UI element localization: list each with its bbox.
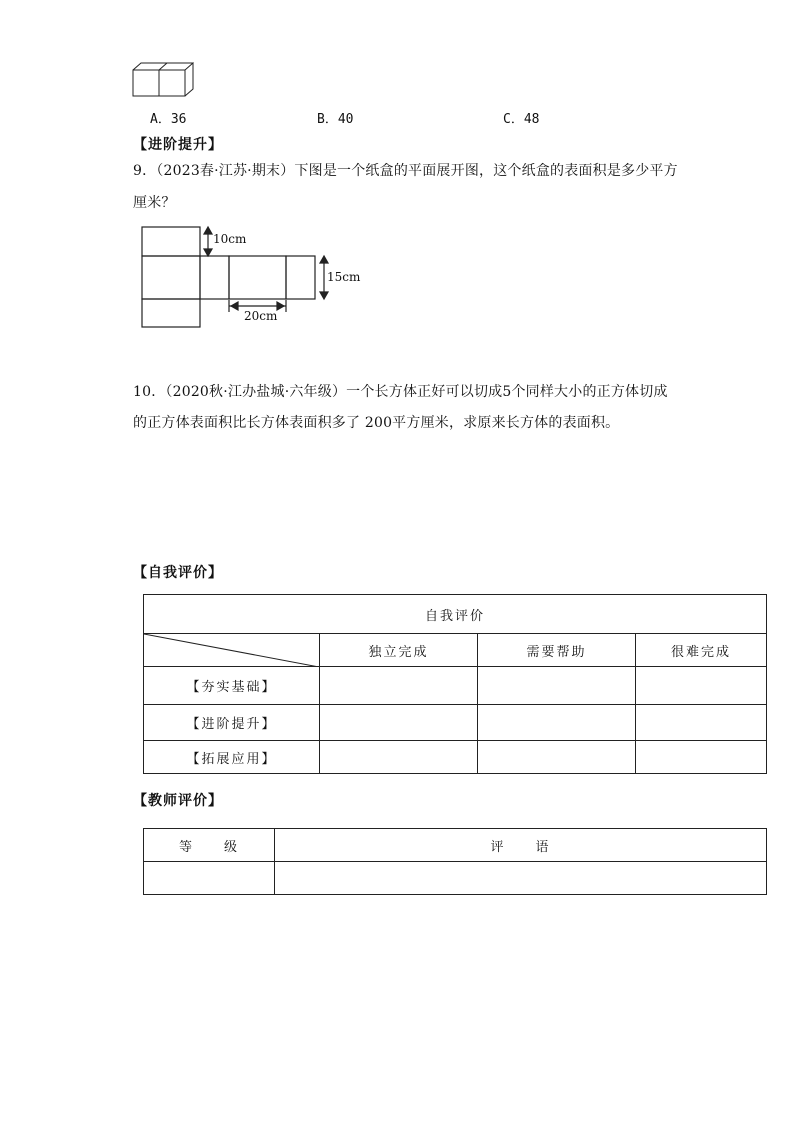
cell-extension-help[interactable] bbox=[478, 741, 636, 774]
col-need-help: 需要帮助 bbox=[478, 634, 636, 667]
row-extension: 【拓展应用】 bbox=[144, 741, 320, 774]
cell-grade[interactable] bbox=[144, 862, 275, 895]
teacher-eval-table bbox=[143, 828, 767, 895]
cell-basics-help[interactable] bbox=[478, 667, 636, 705]
q10-line1: 10．（2020秋·江办盐城·六年级）一个长方体正好可以切成5个同样大小的正方体切成 bbox=[133, 384, 668, 400]
cell-advanced-independent[interactable] bbox=[320, 705, 478, 741]
cell-basics-difficult[interactable] bbox=[636, 667, 767, 705]
option-c[interactable]: C．48 bbox=[503, 112, 540, 127]
col-independent: 独立完成 bbox=[320, 634, 478, 667]
q9-line1: 9．（2023春·江苏·期末）下图是一个纸盒的平面展开图，这个纸盒的表面积是多少平方 bbox=[133, 163, 678, 179]
option-a[interactable]: A．36 bbox=[150, 112, 187, 127]
section-self-eval: 【自我评价】 bbox=[133, 565, 223, 581]
row-basics: 【夯实基础】 bbox=[144, 667, 320, 705]
cell-basics-independent[interactable] bbox=[320, 667, 478, 705]
label-20cm: 20cm bbox=[244, 309, 278, 323]
cell-advanced-help[interactable] bbox=[478, 705, 636, 741]
cell-extension-independent[interactable] bbox=[320, 741, 478, 774]
col-comment: 评 语 bbox=[275, 829, 767, 862]
self-eval-table bbox=[143, 594, 767, 774]
cell-extension-difficult[interactable] bbox=[636, 741, 767, 774]
q10-line2: 的正方体表面积比长方体表面积多了 200平方厘米，求原来长方体的表面积。 bbox=[133, 415, 620, 431]
label-15cm: 15cm bbox=[327, 270, 361, 284]
section-teacher-eval: 【教师评价】 bbox=[133, 793, 223, 809]
col-difficult: 很难完成 bbox=[636, 634, 767, 667]
cell-advanced-difficult[interactable] bbox=[636, 705, 767, 741]
section-advanced: 【进阶提升】 bbox=[133, 137, 223, 153]
label-10cm: 10cm bbox=[213, 232, 247, 246]
diagonal-header-cell bbox=[144, 634, 320, 667]
q9-line2: 厘米？ bbox=[133, 195, 176, 211]
cell-comment[interactable] bbox=[275, 862, 767, 895]
self-eval-title: 自我评价 bbox=[144, 595, 767, 634]
two-cubes-figure bbox=[130, 62, 194, 98]
row-advanced: 【进阶提升】 bbox=[144, 705, 320, 741]
col-grade: 等 级 bbox=[144, 829, 275, 862]
option-b[interactable]: B．40 bbox=[317, 112, 354, 127]
